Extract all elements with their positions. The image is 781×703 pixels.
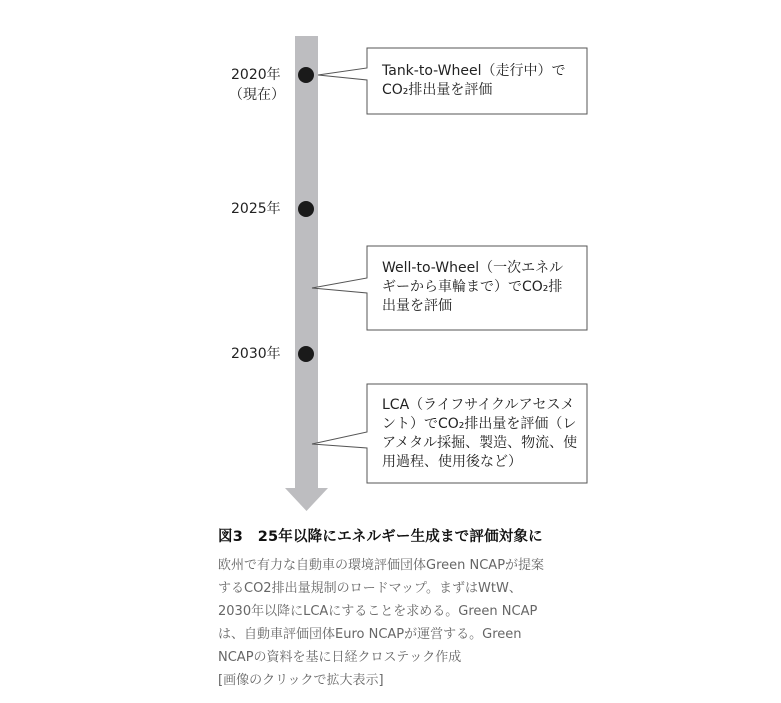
event-dot-2030 (298, 346, 314, 362)
callout-text-lca: LCA（ライフサイクルアセスメ ント）でCO₂排出量を評価（レ アメタル採掘、製造、物流、使 用過程、使用後など） (382, 397, 578, 470)
event-dot-2020 (298, 67, 314, 83)
enlarge-image-link[interactable]: [画像のクリックで拡大表示] (218, 673, 384, 688)
year-sublabel-current: （現在） (229, 87, 285, 103)
callout-text-tank-to-wheel: Tank-to-Wheel（走行中）で CO₂排出量を評価 (382, 63, 566, 98)
caption-body: 欧州で有力な自動車の環境評価団体Green NCAPが提案 するCO2排出量規制のロードマップ。まずはWtW、 2030年以降にLCAにすることを求める。Green NCAP は、自動車評価団体Euro NCAPが運営する。Green NCAPの資料を基に日経クロステック作成 (218, 558, 545, 665)
timeline-arrow-head (285, 488, 328, 511)
year-label-2025: 2025年 (231, 201, 281, 217)
event-dot-2025 (298, 201, 314, 217)
caption-title: 図3 25年以降にエネルギー生成まで評価対象に (218, 529, 543, 545)
timeline-axis (295, 36, 318, 488)
year-label-2030: 2030年 (231, 346, 281, 362)
figure-caption (218, 525, 618, 692)
callout-text-well-to-wheel: Well-to-Wheel（一次エネル ギーから車輪まで）でCO₂排 出量を評価 (382, 260, 564, 314)
year-label-2020: 2020年 (231, 67, 281, 83)
